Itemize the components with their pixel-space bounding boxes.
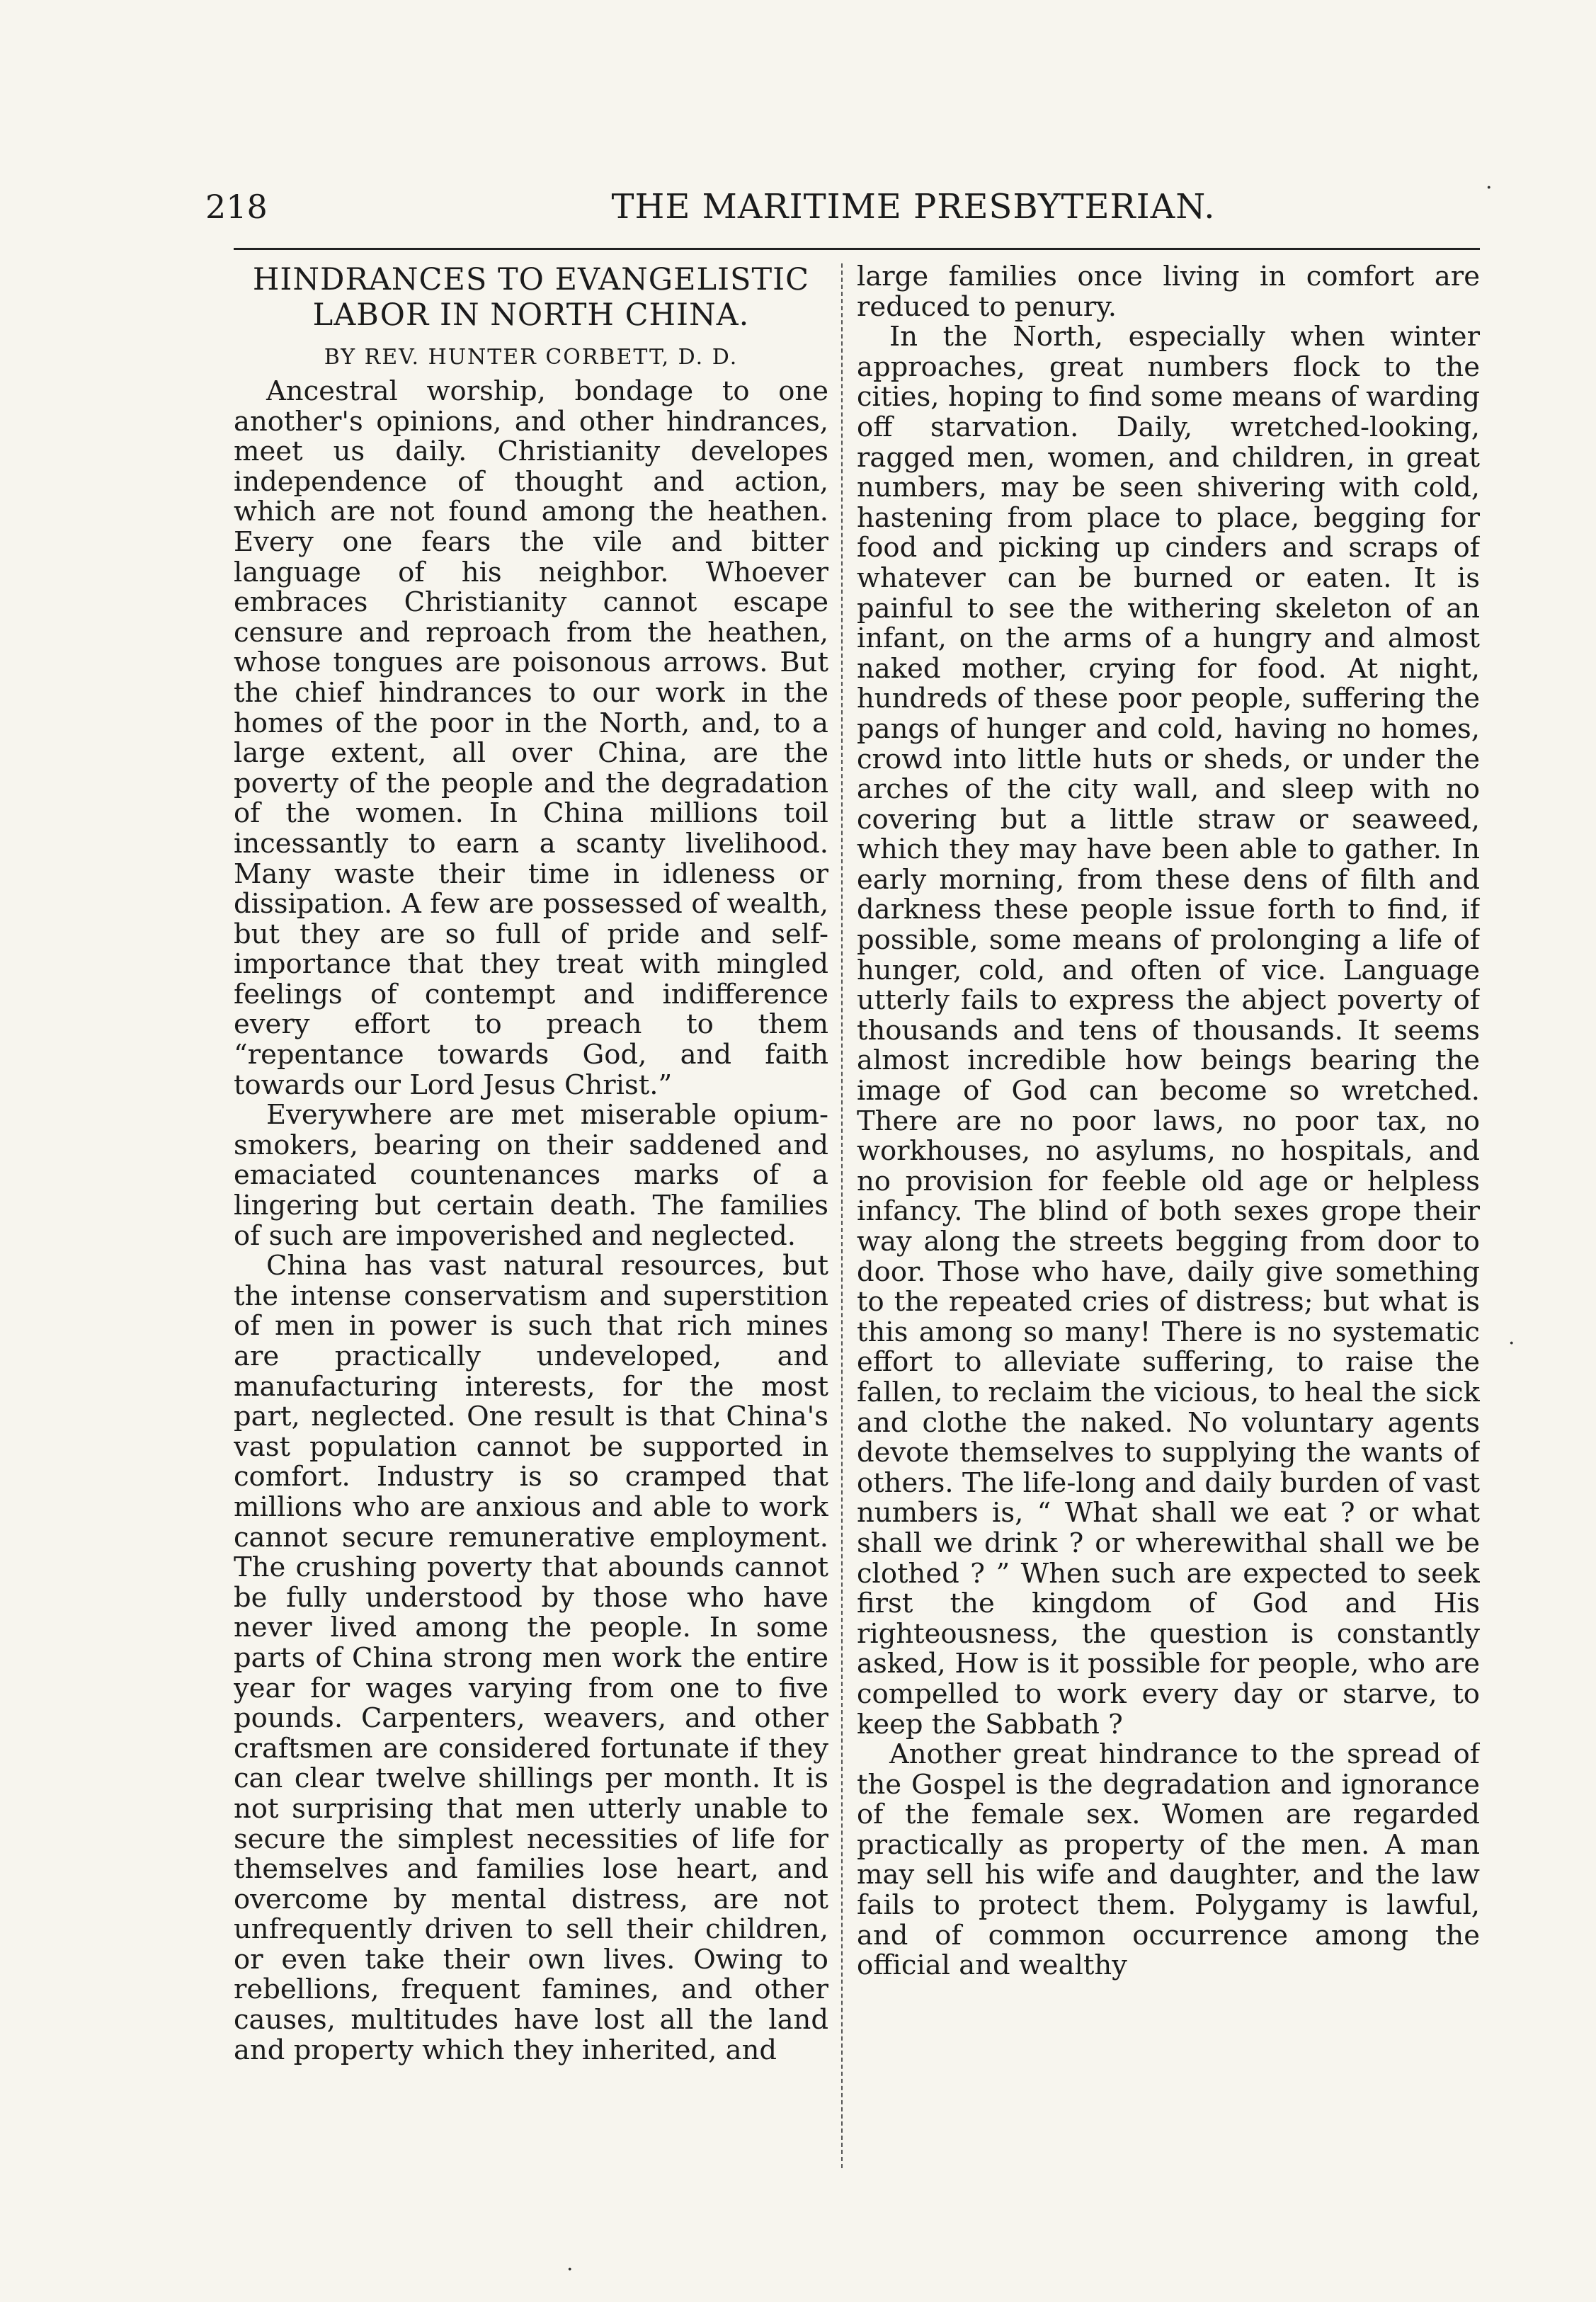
left-column bbox=[234, 262, 828, 2223]
paragraph-opium-smokers: Everywhere are met miserable opium-smokers, bearing on their saddened and emaciated countenances marks of a lingering but certain death. The families of such are impoverished and neglected. bbox=[234, 1099, 828, 1252]
page-number: 218 bbox=[205, 188, 268, 226]
article-title-line2: LABOR IN NORTH CHINA. bbox=[312, 297, 750, 333]
running-title: THE MARITIME PRESBYTERIAN. bbox=[611, 187, 1216, 227]
column-divider bbox=[841, 263, 843, 2168]
article-byline: BY REV. HUNTER CORBETT, D. D. bbox=[324, 345, 739, 370]
print-speck: · bbox=[566, 2257, 574, 2282]
print-speck: · bbox=[1508, 1331, 1515, 1356]
article-title bbox=[234, 262, 828, 333]
header-rule bbox=[234, 248, 1480, 250]
paragraph-continuation: large families once living in comfort are reduced to penury. bbox=[857, 262, 1480, 323]
print-speck: · bbox=[1486, 176, 1493, 200]
paragraph-ancestral-worship: Ancestral worship, bondage to one another's opinions, and other hindrances, meet us daily. Christianity developes independence of thought and action, which are not found among the heathen. Every one fears the vile and bitter language of his neighbor. Whoever embraces Christianity cannot escape censure and reproach from the heathen, whose tongues are poisonous arrows. But the chief hindrances to our work in the homes of the poor in the North, and, to a large extent, all over China, are the poverty of the people and the degradation of the women. In China millions toil incessantly to earn a scanty livelihood. Many waste their time in idleness or dissipation. A few are possessed of wealth, but they are so full of pride and self-importance that they treat with mingled feelings of contempt and indifference every effort to preach to them “repentance towards God, and faith towards our Lord Jesus Christ.” bbox=[234, 375, 828, 1101]
page-header bbox=[205, 186, 1487, 228]
article-title-line1: HINDRANCES TO EVANGELISTIC bbox=[252, 262, 810, 297]
paragraph-north-winter: In the North, especially when winter approaches, great numbers flock to the cities, hoping to find some means of warding off starvation. Daily, wretched-looking, ragged men, women, and children, in great numbers, may be seen shivering with cold, hastening from place to place, begging for food and picking up cinders and scraps of whatever can be burned or eaten. It is painful to see the withering skeleton of an infant, on the arms of a hungry and almost naked mother, crying for food. At night, hundreds of these poor people, suffering the pangs of hunger and cold, having no homes, crowd into little huts or sheds, or under the arches of the city wall, and sleep with no covering but a little straw or seaweed, which they may have been able to gather. In early morning, from these dens of filth and darkness these people issue forth to find, if possible, some means of prolonging a life of hunger, cold, and often of vice. Language utterly fails to express the abject poverty of thousands and tens of thousands. It seems almost incredible how beings bearing the image of God can become so wretched. There are no poor laws, no poor tax, no workhouses, no asylums, no hospitals, and no provision for feeble old age or helpless infancy. The blind of both sexes grope their way along the streets begging from door to door. Those who have, daily give something to the repeated cries of distress; but what is this among so many! There is no systematic effort to alleviate suffering, to raise the fallen, to reclaim the vicious, to heal the sick and clothe the naked. No voluntary agents devote themselves to supplying the wants of others. The life-long and daily burden of vast numbers is, “ What shall we eat ? or what shall we drink ? or wherewithal shall we be clothed ? ” When such are expected to seek first the kingdom of God and His righteousness, the question is constantly asked, How is it possible for people, who are compelled to work every day or starve, to keep the Sabbath ? bbox=[857, 321, 1480, 1740]
right-column bbox=[857, 262, 1480, 2223]
paragraph-natural-resources: China has vast natural resources, but the intense conservatism and superstition of men in power is such that rich mines are practically undeveloped, and manufacturing interests, for the most part, neglected. One result is that China's vast population cannot be supported in comfort. Industry is so cramped that millions who are anxious and able to work cannot secure remunerative employment. The crushing poverty that abounds cannot be fully understood by those who have never lived among the people. In some parts of China strong men work the entire year for wages varying from one to five pounds. Carpenters, weavers, and other craftsmen are considered fortunate if they can clear twelve shillings per month. It is not surprising that men utterly unable to secure the simplest necessities of life for themselves and families lose heart, and overcome by mental distress, are not unfrequently driven to sell their children, or even take their own lives. Owing to rebellions, frequent famines, and other causes, multitudes have lost all the land and property which they inherited, and bbox=[234, 1250, 828, 2066]
paragraph-female-sex: Another great hindrance to the spread of the Gospel is the degradation and ignorance of the female sex. Women are regarded practically as property of the men. A man may sell his wife and daughter, and the law fails to protect them. Polygamy is lawful, and of common occurrence among the official and wealthy bbox=[857, 1738, 1480, 1982]
